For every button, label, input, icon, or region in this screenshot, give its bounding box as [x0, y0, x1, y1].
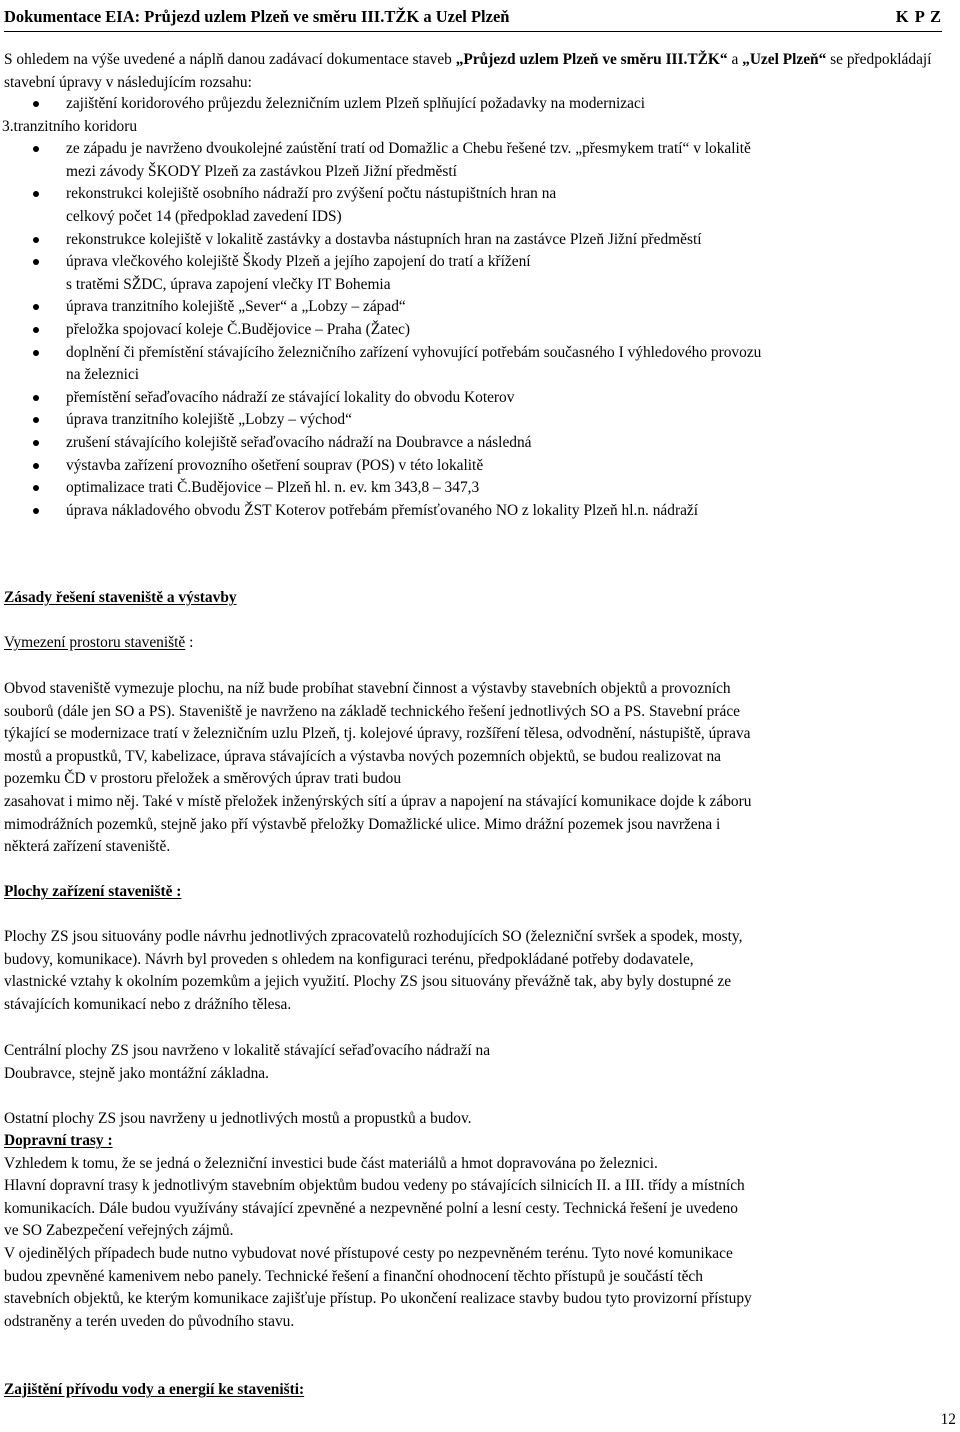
paragraph-line: stávajících komunikací nebo z drážního tělesa. — [4, 995, 292, 1013]
list-item-line: zrušení stávajícího kolejiště seřaďovacího nádraží na Doubravce a následná — [66, 433, 532, 451]
list-item — [0, 138, 960, 183]
bullet-icon — [33, 485, 39, 491]
section-heading: Plochy zařízení staveniště : — [4, 883, 182, 900]
list-item — [0, 500, 960, 523]
paragraph-line: Plochy ZS jsou situovány podle návrhu jednotlivých zpracovatelů rozhodujících SO (železniční svršek a spodek, mosty, — [4, 928, 743, 945]
list-item-line: zajištění koridorového průjezdu železničním uzlem Plzeň splňující požadavky na modernizaci — [66, 95, 646, 112]
list-item-line: rekonstrukci kolejiště osobního nádraží pro zvýšení počtu nástupištních hran na — [66, 185, 557, 203]
vymezeni-section — [4, 632, 956, 655]
section-heading: Zásady řešení staveniště a výstavby — [4, 589, 237, 606]
bullet-icon — [33, 191, 39, 197]
list-item — [0, 296, 960, 319]
paragraph-line: týkající se modernizace tratí v železničním uzlu Plzeň, tj. kolejové úpravy, rozšíření tělesa, odvodnění, nástupiště, úprava — [4, 725, 751, 743]
document-title: Dokumentace EIA: Průjezd uzlem Plzeň ve směru III.TŽK a Uzel Plzeň — [4, 7, 510, 26]
intro-project-2: „Uzel Plzeň“ — [742, 51, 827, 68]
organization-code: K P Z — [895, 7, 942, 26]
page-number: 12 — [940, 1411, 956, 1428]
paragraph-line: některá zařízení staveniště. — [4, 838, 171, 856]
list-item — [0, 93, 960, 138]
plochy-paragraph-3 — [4, 1108, 956, 1131]
intro-paragraph — [4, 49, 956, 94]
dopravni-section — [4, 1130, 956, 1333]
plochy-paragraph-1 — [4, 926, 956, 1016]
bullet-icon — [33, 395, 39, 401]
bullet-icon — [33, 237, 39, 243]
section-heading: Dopravní trasy : — [4, 1132, 113, 1149]
list-item — [0, 387, 960, 410]
paragraph-line: vlastnické vztahy k okolním pozemkům a jejich využití. Plochy ZS jsou situovány převážně tak, aby byly dostupné ze — [4, 973, 732, 991]
paragraph-line: stavebních objektů, ke kterým komunikace zajišťuje přístup. Po ukončení realizace stavby budou tyto provizorní přístupy — [4, 1290, 752, 1308]
paragraph-line: Centrální plochy ZS jsou navrženo v lokalitě stávající seřaďovacího nádraží na — [4, 1042, 491, 1059]
paragraph-line: Vzhledem k tomu, že se jedná o železniční investici bude část materiálů a hmot dopravována po železnici. — [4, 1154, 658, 1172]
bullet-icon — [33, 259, 39, 265]
list-item-line: úprava tranzitního kolejiště „Sever“ a „Lobzy – západ“ — [66, 298, 406, 316]
list-item — [0, 432, 960, 455]
vymezeni-paragraph — [4, 678, 956, 859]
plochy-paragraph-2 — [4, 1040, 956, 1085]
paragraph-line: mostů a propustků, TV, kabelizace, úprava stávajících a výstavba nových pozemních objektů, se budou realizovat na — [4, 747, 722, 765]
list-item — [0, 477, 960, 500]
plochy-section — [4, 881, 956, 904]
paragraph-line: souborů (dále jen SO a PS). Staveniště je navrženo na základě technického řešení jednotlivých SO a PS. Stavební práce — [4, 702, 740, 720]
list-item-line: rekonstrukce kolejiště v lokalitě zastávky a dostavba nástupních hran na zastávce Plzeň Jižní předměstí — [66, 230, 702, 248]
voda-section — [4, 1379, 956, 1402]
section-heading: Zajištění přívodu vody a energií ke staveništi: — [4, 1381, 305, 1398]
list-item-line: na železnici — [66, 366, 140, 384]
list-item-line: mezi závody ŠKODY Plzeň za zastávkou Plzeň Jižní předměstí — [66, 162, 457, 180]
bullet-icon — [33, 327, 39, 333]
list-item-line: úprava vlečkového kolejiště Škody Plzeň a jejího zapojení do tratí a křížení — [66, 253, 531, 271]
bullet-icon — [33, 440, 39, 446]
paragraph-line: zasahovat i mimo něj. Také v místě přeložek inženýrských sítí a úprav a napojení na stávající komunikace dojde k záboru — [4, 792, 752, 810]
paragraph-line: Obvod staveniště vymezuje plochu, na níž bude probíhat stavební činnost a výstavby stavebních objektů a provozních — [4, 680, 731, 697]
zasady-section — [4, 587, 956, 610]
paragraph-line: budou zpevněné kamenivem nebo panely. Technické řešení a finanční ohodnocení těchto přístupů je součástí těch — [4, 1267, 703, 1285]
paragraph-line: Ostatní plochy ZS jsou navrženy u jednotlivých mostů a propustků a budov. — [4, 1110, 472, 1127]
list-item-line: s tratěmi SŽDC, úprava zapojení vlečky IT Bohemia — [66, 275, 391, 293]
list-item-line: ze západu je navrženo dvoukolejné zaústění tratí od Domažlic a Chebu řešené tzv. „přesmykem tratí“ v lokalitě — [66, 140, 751, 158]
paragraph-line: Doubravce, stejně jako montážní základna. — [4, 1064, 269, 1082]
intro-text-c: se předpokládají stavební úpravy v následujícím rozsahu: — [4, 51, 932, 91]
paragraph-line: odstraněny a terén uveden do původního stavu. — [4, 1312, 295, 1330]
list-item — [0, 229, 960, 252]
intro-project-1: „Průjezd uzlem Plzeň ve směru III.TŽK“ — [455, 51, 728, 68]
list-item — [0, 319, 960, 342]
list-item — [0, 183, 960, 228]
subsection-heading: Vymezení prostoru staveniště — [4, 634, 186, 651]
bullet-icon — [33, 350, 39, 356]
intro-text-a: S ohledem na výše uvedené a náplň danou zadávací dokumentace staveb — [4, 51, 456, 68]
bullet-icon — [33, 508, 39, 514]
list-item — [0, 455, 960, 478]
paragraph-line: Hlavní dopravní trasy k jednotlivým stavebním objektům budou vedeny po stávajících silnicích II. a III. třídy a místních — [4, 1177, 745, 1195]
list-item-line: výstavba zařízení provozního ošetření souprav (POS) v této lokalitě — [66, 456, 484, 474]
heading-suffix: : — [185, 634, 194, 651]
scope-bullet-list — [0, 93, 960, 522]
bullet-icon — [33, 304, 39, 310]
list-item-line: úprava tranzitního kolejiště „Lobzy – východ“ — [66, 411, 352, 429]
paragraph-line: pozemku ČD v prostoru přeložek a směrových úprav trati budou — [4, 770, 402, 788]
list-item — [0, 409, 960, 432]
list-item-line: 3.tranzitního koridoru — [2, 117, 138, 135]
intro-text-b: a — [727, 51, 743, 68]
list-item-line: úprava nákladového obvodu ŽST Koterov potřebám přemísťovaného NO z lokality Plzeň hl.n. nádraží — [66, 501, 699, 519]
paragraph-line: ve SO Zabezpečení veřejných zájmů. — [4, 1222, 234, 1240]
subsection-heading-row — [4, 632, 956, 655]
bullet-icon — [33, 417, 39, 423]
list-item-line: celkový počet 14 (předpoklad zavedení IDS) — [66, 207, 342, 225]
list-item — [0, 342, 960, 387]
paragraph-line: komunikacích. Dále budou využívány stávající zpevněné a nezpevněné polní a lesní cesty. Technická řešení je uvedeno — [4, 1199, 738, 1217]
page-header — [4, 5, 942, 32]
list-item-line: optimalizace trati Č.Budějovice – Plzeň hl. n. ev. km 343,8 – 347,3 — [66, 479, 480, 497]
bullet-icon — [33, 463, 39, 469]
bullet-icon — [33, 101, 39, 107]
list-item-line: přeložka spojovací koleje Č.Budějovice – Praha (Žatec) — [66, 320, 411, 338]
paragraph-line: budovy, komunikace). Návrh byl proveden s ohledem na konfiguraci terénu, předpokládané potřeby dodavatele, — [4, 950, 694, 968]
paragraph-line: mimodrážních pozemků, stejně jako pří výstavbě přeložky Domažlické ulice. Mimo drážní pozemek jsou navržena i — [4, 815, 721, 833]
list-item-line: doplnění či přemístění stávajícího železničního zařízení vyhovující potřebám současného I výhledového provozu — [66, 343, 762, 361]
list-item — [0, 251, 960, 296]
list-item-line: přemístění seřaďovacího nádraží ze stávající lokality do obvodu Koterov — [66, 388, 515, 406]
bullet-icon — [33, 146, 39, 152]
paragraph-line: V ojedinělých případech bude nutno vybudovat nové přístupové cesty po nezpevněném terénu. Tyto nové komunikace — [4, 1244, 733, 1262]
